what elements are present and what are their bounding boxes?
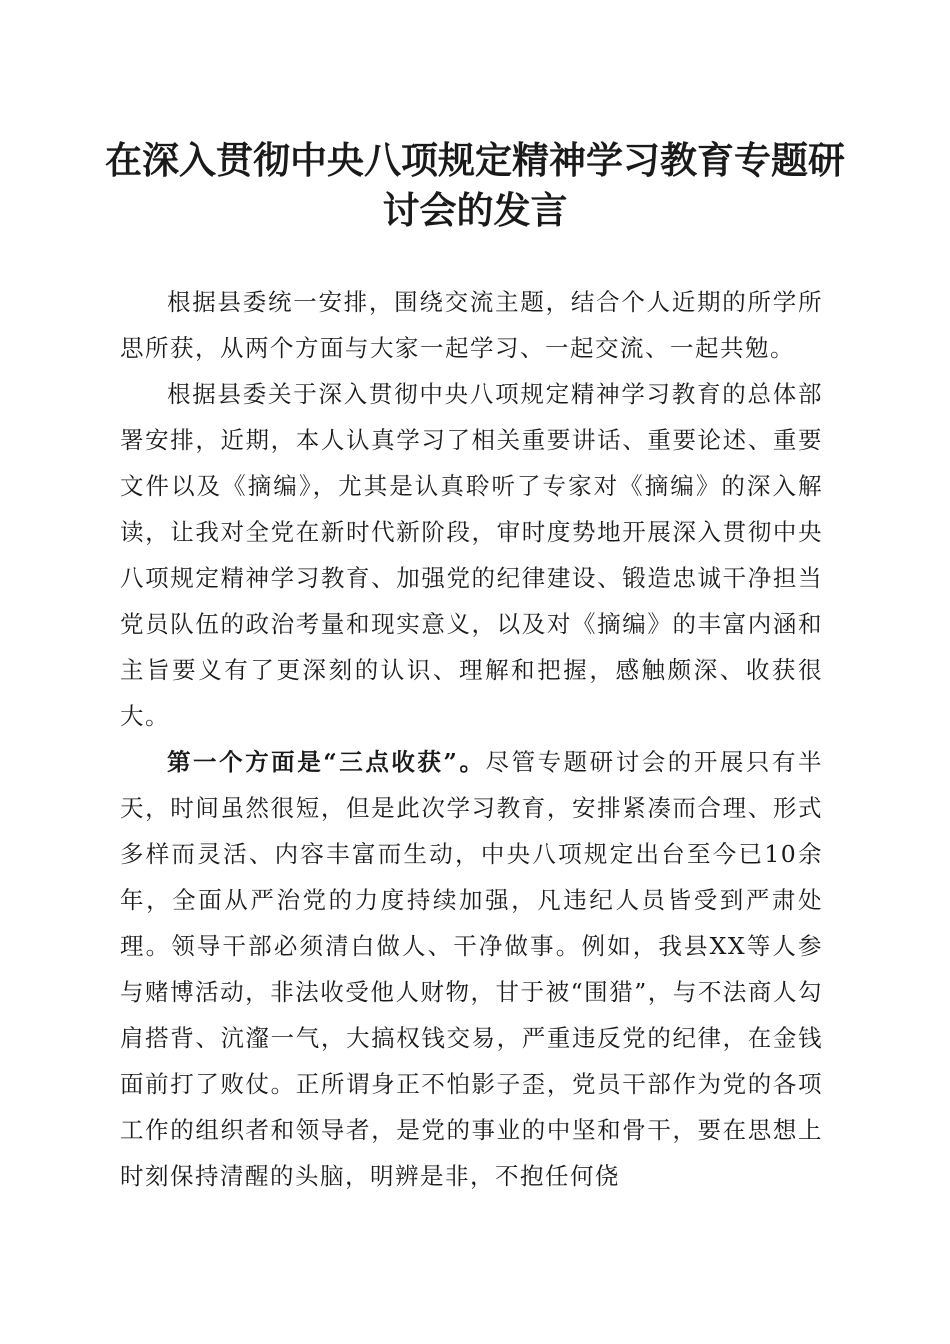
paragraph-2 <box>120 371 823 739</box>
paragraph-1 <box>120 279 823 371</box>
paragraph-3 <box>120 739 823 1199</box>
paragraph-3-text: 尽管专题研讨会的开展只有半天，时间虽然很短，但是此次学习教育，安排紧凑而合理、形式多样而灵活、内容丰富而生动，中央八项规定出台至今已10余年，全面从严治党的力度持续加强，凡违纪人员皆受到严肃处理。领导干部必须清白做人、干净做事。例如，我县XX等人参与赌博活动，非法收受他人财物，甘于被“围猎”，与不法商人勾肩搭背、沆瀣一气，大搞权钱交易，严重违反党的纪律，在金钱面前打了败仗。正所谓身正不怕影子歪，党员干部作为党的各项工作的组织者和领导者，是党的事业的中坚和骨干，要在思想上时刻保持清醒的头脑，明辨是非，不抱任何侥 <box>120 748 823 1190</box>
document-body <box>120 279 823 1199</box>
document-title: 在深入贯彻中央八项规定精神学习教育专题研讨会的发言 <box>105 138 845 232</box>
paragraph-2-text: 根据县委关于深入贯彻中央八项规定精神学习教育的总体部署安排，近期，本人认真学习了相关重要讲话、重要论述、重要文件以及《摘编》，尤其是认真聆听了专家对《摘编》的深入解读，让我对全党在新时代新阶段，审时度势地开展深入贯彻中央八项规定精神学习教育、加强党的纪律建设、锻造忠诚干净担当党员队伍的政治考量和现实意义，以及对《摘编》的丰富内涵和主旨要义有了更深刻的认识、理解和把握，感触颇深、收获很大。 <box>120 380 823 730</box>
paragraph-3-lead: 第一个方面是“三点收获”。 <box>167 748 486 776</box>
paragraph-1-text: 根据县委统一安排，围绕交流主题，结合个人近期的所学所思所获，从两个方面与大家一起学习、一起交流、一起共勉。 <box>120 288 823 362</box>
